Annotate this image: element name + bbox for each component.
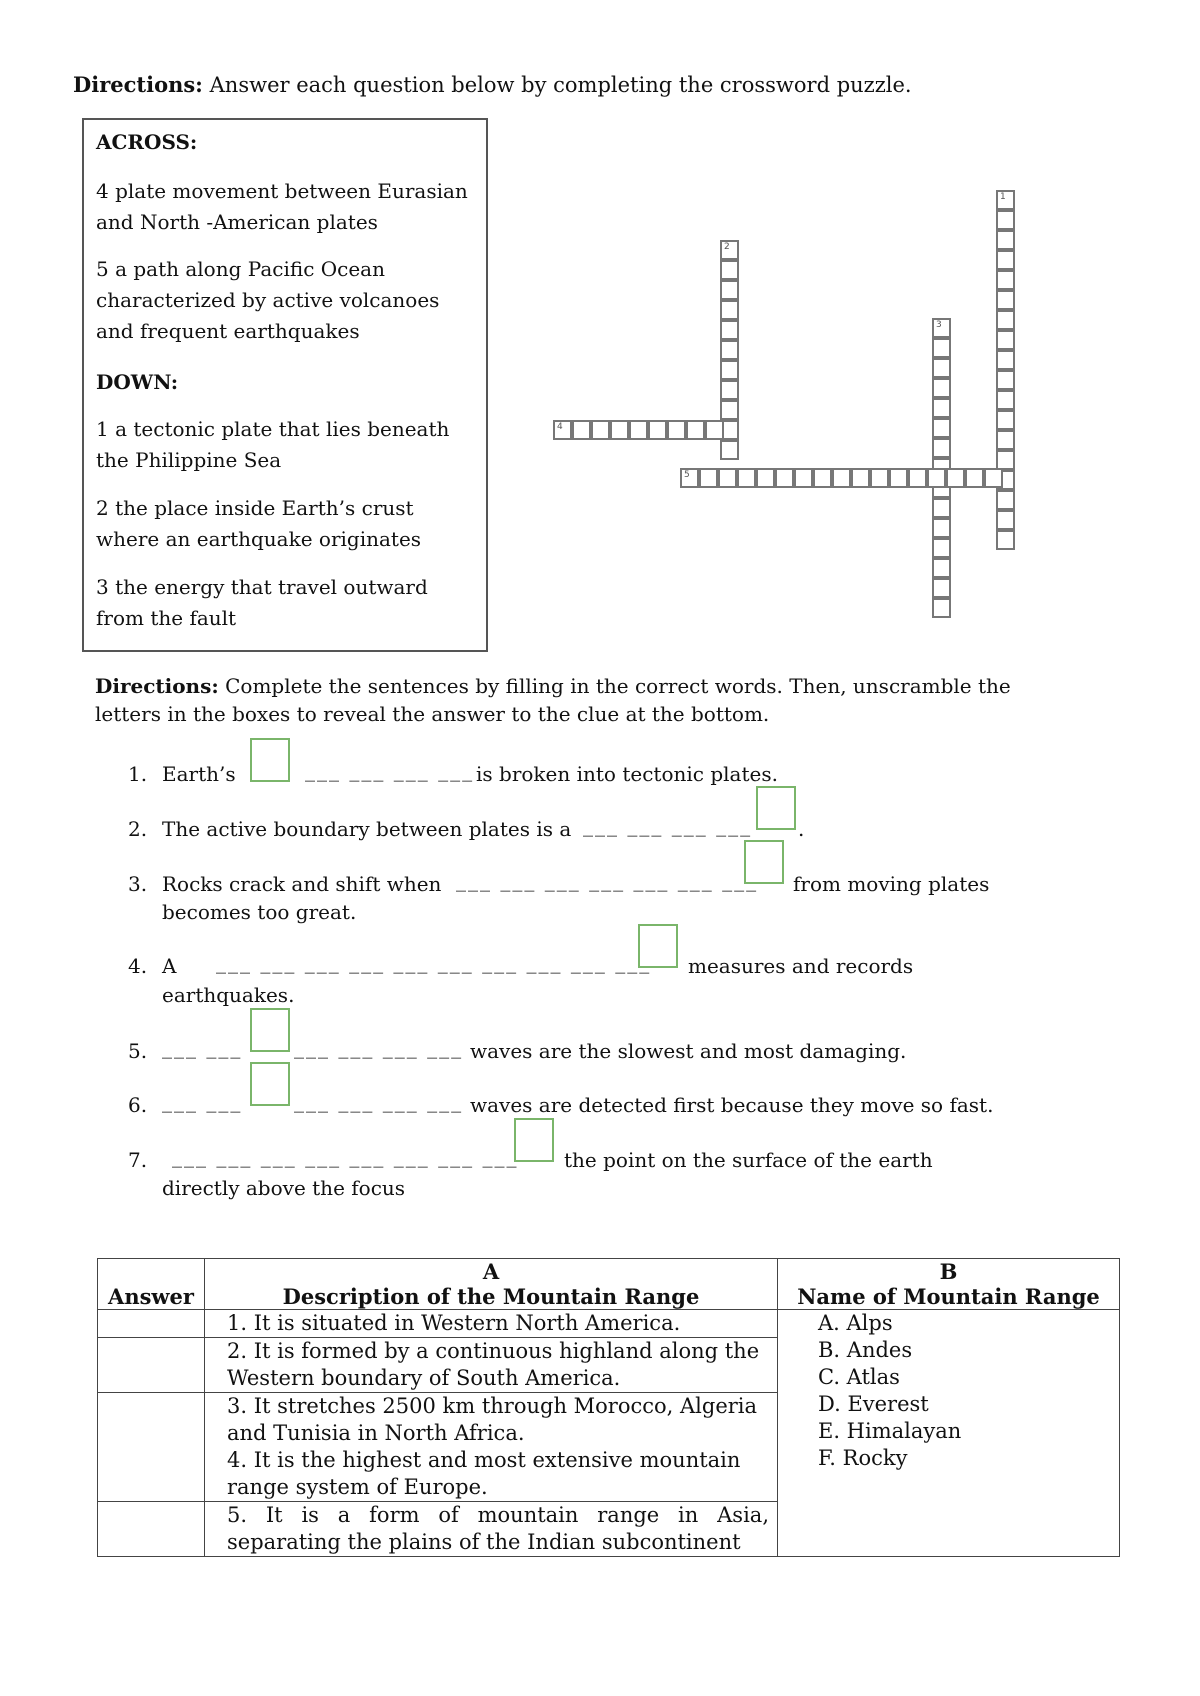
crossword-cell[interactable] — [610, 420, 629, 440]
sentence-5-blanks[interactable]: ___ ___ ___ ___ — [294, 1035, 464, 1059]
sentence-4-blanks[interactable]: ___ ___ ___ ___ ___ ___ ___ ___ ___ ___ — [216, 950, 652, 974]
mountain-options — [778, 1310, 1120, 1557]
sentence-4-cont: earthquakes. — [162, 983, 295, 1007]
header-column-a — [205, 1259, 778, 1310]
crossword-cell[interactable] — [870, 468, 889, 488]
sentence-2-blanks[interactable]: ___ ___ ___ ___ — [583, 813, 753, 837]
crossword-cell[interactable] — [996, 230, 1015, 250]
header-a-letter: A — [482, 1259, 500, 1284]
crossword-cell[interactable] — [932, 558, 951, 578]
crossword-cell[interactable] — [932, 358, 951, 378]
sentence-3-post: from moving plates — [793, 872, 990, 896]
crossword-cell[interactable] — [927, 468, 946, 488]
sentence-1-number: 1. — [128, 762, 148, 786]
crossword-cell[interactable] — [932, 518, 951, 538]
clue-number: 4 — [557, 422, 563, 432]
across-clue-5: 5 a path along Pacific Ocean characterized by active volcanoes and frequent earthquakes — [96, 257, 440, 343]
crossword-cell[interactable] — [629, 420, 648, 440]
crossword-cell[interactable] — [720, 360, 739, 380]
crossword-cell[interactable] — [699, 468, 718, 488]
crossword-cell[interactable] — [908, 468, 927, 488]
crossword-cell[interactable] — [932, 418, 951, 438]
crossword-cell[interactable] — [720, 380, 739, 400]
description-row: 1. It is situated in Western North America. — [205, 1310, 778, 1338]
header-answer: Answer — [98, 1259, 205, 1310]
crossword-cell[interactable] — [775, 468, 794, 488]
sentence-6-number: 6. — [128, 1093, 148, 1117]
crossword-cell[interactable] — [737, 468, 756, 488]
clue-number: 2 — [724, 242, 730, 252]
directions2-text: Complete the sentences by filling in the correct words. Then, unscramble the letters in the boxes to reveal the answer to the clue at the bottom. — [95, 674, 1011, 726]
sentence-7-blanks[interactable]: ___ ___ ___ ___ ___ ___ ___ ___ — [172, 1144, 519, 1168]
sentence-4-pre: A — [162, 954, 177, 978]
crossword-cell[interactable] — [794, 468, 813, 488]
directions-text: Answer each question below by completing the crossword puzzle. — [209, 73, 912, 97]
down-clue-3: 3 the energy that travel outward from the fault — [96, 575, 428, 630]
answer-box[interactable] — [514, 1118, 554, 1162]
across-clue-4: 4 plate movement between Eurasian and North -American plates — [96, 179, 468, 234]
crossword-cell[interactable] — [996, 370, 1015, 390]
crossword-cell[interactable] — [996, 390, 1015, 410]
crossword-cell[interactable] — [996, 190, 1015, 210]
header-b-letter: B — [939, 1259, 958, 1284]
description-row: 2. It is formed by a continuous highland along the Western boundary of South America. — [205, 1338, 778, 1393]
clue-number: 3 — [936, 320, 942, 330]
down-clue-2: 2 the place inside Earth’s crust where an earthquake originates — [96, 496, 422, 551]
crossword-cell[interactable] — [686, 420, 705, 440]
directions-crossword — [73, 72, 912, 97]
crossword-cell[interactable] — [720, 440, 739, 460]
crossword-cell[interactable] — [996, 350, 1015, 370]
crossword-cell[interactable] — [996, 410, 1015, 430]
crossword-cell[interactable] — [553, 420, 572, 440]
crossword-cell[interactable] — [648, 420, 667, 440]
crossword-cell[interactable] — [813, 468, 832, 488]
crossword-cell[interactable] — [932, 438, 951, 458]
sentence-7-cont: directly above the focus — [162, 1176, 406, 1200]
down-heading: DOWN: — [96, 370, 179, 394]
sentence-7-number: 7. — [128, 1148, 148, 1172]
sentence-2-number: 2. — [128, 817, 148, 841]
answer-box[interactable] — [638, 924, 678, 968]
crossword-cell[interactable] — [720, 240, 739, 260]
crossword-cell[interactable] — [720, 320, 739, 340]
answer-cell[interactable] — [98, 1502, 205, 1557]
description-row: 5. It is a form of mountain range in Asia, separating the plains of the Indian subcontinent — [205, 1502, 778, 1557]
sentence-3-number: 3. — [128, 872, 148, 896]
crossword-cell[interactable] — [720, 400, 739, 420]
crossword-cell[interactable] — [932, 378, 951, 398]
option-item: F. Rocky — [818, 1446, 908, 1470]
answer-cell[interactable] — [98, 1338, 205, 1393]
crossword-cell[interactable] — [667, 420, 686, 440]
crossword-cell[interactable] — [932, 338, 951, 358]
sentence-2-pre: The active boundary between plates is a — [162, 817, 572, 841]
crossword-cell[interactable] — [932, 538, 951, 558]
sentence-3-cont: becomes too great. — [162, 900, 357, 924]
crossword-cell[interactable] — [720, 260, 739, 280]
crossword-cell[interactable] — [984, 468, 1003, 488]
crossword-cell[interactable] — [996, 210, 1015, 230]
sentence-1-pre: Earth’s — [162, 762, 236, 786]
directions-sentences — [95, 672, 1015, 728]
sentence-2-post: . — [798, 817, 805, 841]
sentence-6-blanks[interactable]: ___ ___ ___ ___ — [294, 1089, 464, 1113]
across-heading: ACROSS: — [96, 130, 198, 154]
option-item: B. Andes — [818, 1338, 913, 1362]
answer-cell[interactable] — [98, 1310, 205, 1338]
crossword-cell[interactable] — [946, 468, 965, 488]
crossword-cell[interactable] — [996, 250, 1015, 270]
crossword-cell[interactable] — [996, 530, 1015, 550]
crossword-cell[interactable] — [996, 510, 1015, 530]
crossword-cell[interactable] — [851, 468, 870, 488]
description-row — [205, 1393, 778, 1502]
crossword-cell[interactable] — [996, 450, 1015, 470]
sentence-3-pre: Rocks crack and shift when — [162, 872, 442, 896]
sentence-6-pre[interactable]: ___ ___ — [162, 1089, 243, 1113]
crossword-cell[interactable] — [996, 290, 1015, 310]
sentence-7-post: the point on the surface of the earth — [564, 1148, 933, 1172]
crossword-cell[interactable] — [996, 430, 1015, 450]
crossword-cell[interactable] — [720, 340, 739, 360]
sentence-4-post: measures and records — [688, 954, 914, 978]
sentence-4-number: 4. — [128, 954, 148, 978]
crossword-cell[interactable] — [932, 398, 951, 418]
sentence-1-post: is broken into tectonic plates. — [476, 762, 778, 786]
crossword-cell[interactable] — [996, 310, 1015, 330]
crossword-cell[interactable] — [832, 468, 851, 488]
down-clue-1: 1 a tectonic plate that lies beneath the Philippine Sea — [96, 417, 450, 472]
crossword-cell[interactable] — [718, 468, 737, 488]
description-text: 3. It stretches 2500 km through Morocco, Algeria and Tunisia in North Africa. — [227, 1394, 758, 1445]
answer-cell[interactable] — [98, 1393, 205, 1502]
answer-box[interactable] — [250, 1062, 290, 1106]
crossword-cell[interactable] — [932, 598, 951, 618]
crossword-cell[interactable] — [591, 420, 610, 440]
header-a-title: Description of the Mountain Range — [282, 1284, 700, 1309]
crossword-cell[interactable] — [705, 420, 724, 440]
sentence-1-blanks[interactable]: ___ ___ ___ ___ — [305, 758, 475, 782]
crossword-cell[interactable] — [996, 270, 1015, 290]
sentence-6-post: waves are detected first because they move so fast. — [470, 1093, 994, 1117]
crossword-cell[interactable] — [720, 280, 739, 300]
crossword-cell[interactable] — [932, 498, 951, 518]
crossword-cell[interactable] — [932, 578, 951, 598]
sentence-5-post: waves are the slowest and most damaging. — [470, 1039, 907, 1063]
crossword-cell[interactable] — [996, 330, 1015, 350]
option-item: C. Atlas — [818, 1365, 900, 1389]
crossword-cell[interactable] — [720, 300, 739, 320]
crossword-cell[interactable] — [996, 490, 1015, 510]
clue-number: 1 — [1000, 192, 1006, 202]
crossword-cell[interactable] — [889, 468, 908, 488]
answer-box[interactable] — [250, 1008, 290, 1052]
description-text: 4. It is the highest and most extensive mountain range system of Europe. — [227, 1448, 741, 1499]
answer-box[interactable] — [744, 840, 784, 884]
header-b-title: Name of Mountain Range — [797, 1284, 1100, 1309]
clue-box — [82, 118, 488, 652]
crossword-cell[interactable] — [680, 468, 699, 488]
sentence-5-number: 5. — [128, 1039, 148, 1063]
sentence-5-pre[interactable]: ___ ___ — [162, 1035, 243, 1059]
clue-number: 5 — [684, 470, 690, 480]
option-item: D. Everest — [818, 1392, 929, 1416]
crossword-cell[interactable] — [572, 420, 591, 440]
option-item: A. Alps — [818, 1311, 893, 1335]
directions2-label: Directions: — [95, 674, 219, 698]
mountain-range-table — [97, 1258, 1120, 1557]
option-item: E. Himalayan — [818, 1419, 962, 1443]
header-column-b — [778, 1259, 1120, 1310]
crossword-cell[interactable] — [965, 468, 984, 488]
crossword-cell[interactable] — [756, 468, 775, 488]
sentence-3-blanks[interactable]: ___ ___ ___ ___ ___ ___ ___ — [456, 868, 759, 892]
answer-box[interactable] — [756, 786, 796, 830]
answer-box[interactable] — [250, 738, 290, 782]
crossword-cell[interactable] — [932, 318, 951, 338]
directions-label: Directions: — [73, 72, 203, 97]
